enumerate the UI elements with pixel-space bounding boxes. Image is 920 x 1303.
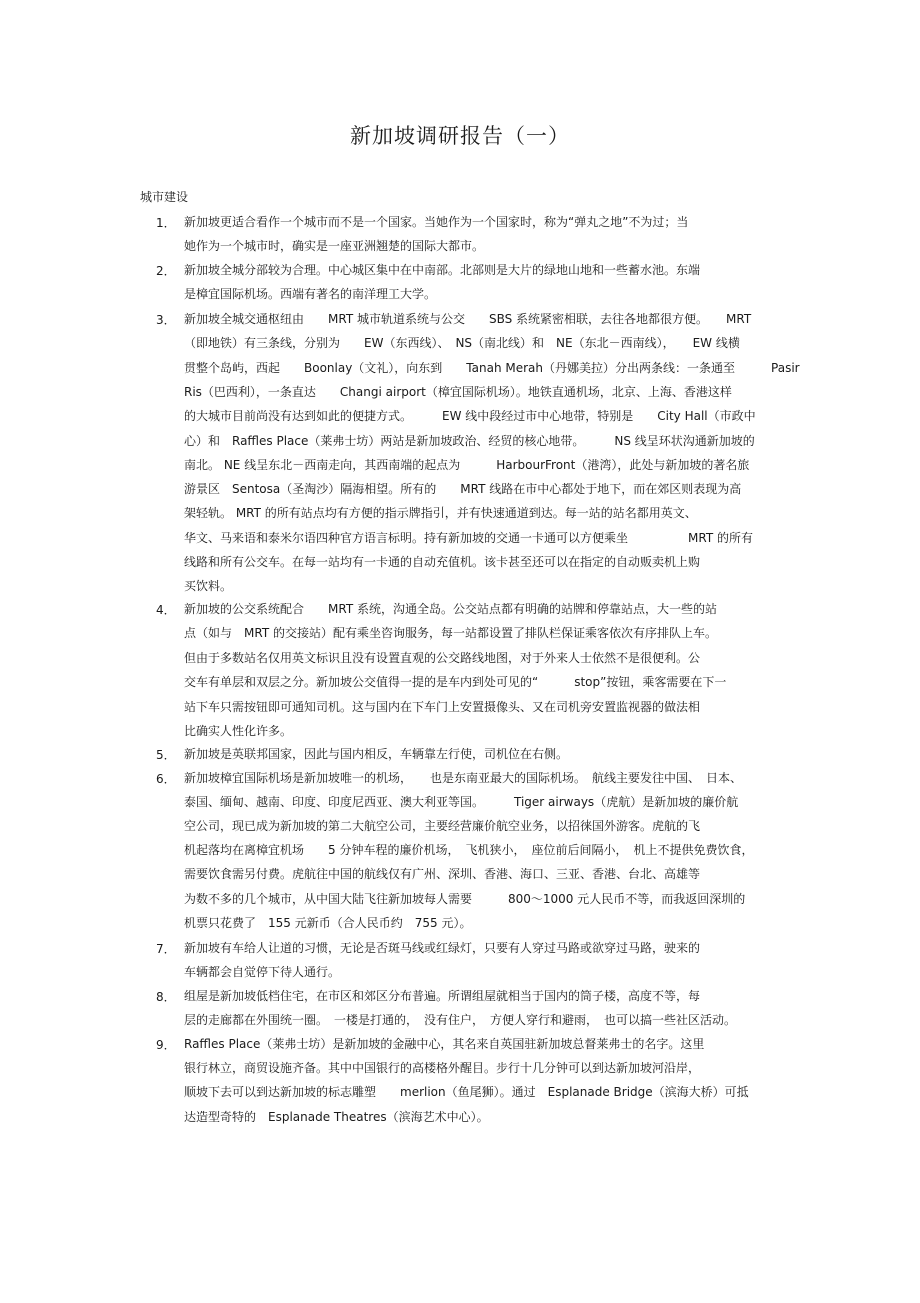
- item-text-line: 是樟宜国际机场。西端有著名的南洋理工大学。: [184, 286, 437, 301]
- item-text-line: 的大城市目前尚没有达到如此的便捷方式。 EW 线中段经过市中心地带，特别是 City Hall（市政中: [184, 409, 756, 424]
- item-text-line: Ris（巴西利），一条直达 Changi airport（樟宜国际机场）。地铁直通机场，北京、上海、香港这样: [184, 384, 732, 399]
- item-text-line: 新加坡是英联邦国家，因此与国内相反，车辆靠左行使，司机位在右侧。: [184, 747, 569, 761]
- item-number: 3．: [156, 313, 176, 327]
- item-text-line: 新加坡有车给人让道的习惯，无论是否斑马线或红绿灯，只要有人穿过马路或欲穿过马路，驶来的: [184, 941, 701, 955]
- item-text-line: 线路和所有公交车。在每一站均有一卡通的自动充值机。该卡甚至还可以在指定的自动贩卖机上购: [184, 555, 701, 569]
- item-text-line: 层的走廊都在外围统一圈。 一楼是打通的， 没有住户， 方便人穿行和避雨， 也可以搞一些社区活动。: [184, 1012, 737, 1027]
- item-text-line: 顺坡下去可以到达新加坡的标志雕塑 merlion（鱼尾狮）。通过 Esplanade Bridge（滨海大桥）可抵: [184, 1085, 749, 1100]
- item-text-line: 新加坡全城交通枢纽由 MRT 城市轨道系统与公交 SBS 系统紧密相联，去往各地都很方便。 MRT: [184, 312, 752, 326]
- item-text-line: 但由于多数站名仅用英文标识且没有设置直观的公交路线地图，对于外来人士依然不是很便利。公: [184, 650, 701, 665]
- item-text-line: 华文、马来语和泰米尔语四种官方语言标明。持有新加坡的交通一卡通可以方便乘坐 MRT 的所有: [184, 530, 753, 545]
- item-text-line: 心）和 Raffles Place（莱弗士坊）两站是新加坡政治、经贸的核心地带。 NS 线呈环状沟通新加坡的: [184, 433, 755, 448]
- item-number: 7．: [156, 942, 176, 956]
- item-text-line: Raffles Place（莱弗士坊）是新加坡的金融中心，其名来自英国驻新加坡总督莱弗士的名字。这里: [184, 1037, 705, 1051]
- item-text-line: 泰国、缅甸、越南、印度、印度尼西亚、澳大利亚等国。 Tiger airways（虎航）是新加坡的廉价航: [184, 795, 739, 810]
- item-number: 5．: [156, 748, 176, 762]
- item-text-line: 新加坡的公交系统配合 MRT 系统，沟通全岛。公交站点都有明确的站牌和停靠站点，大一些的站: [184, 602, 717, 616]
- item-text-line: （即地铁）有三条线，分别为 EW（东西线）、 NS（南北线）和 NE（东北－西南线）， EW 线横: [184, 336, 740, 351]
- item-text-line: 她作为一个城市时，确实是一座亚洲翘楚的国际大都市。: [184, 238, 485, 253]
- item-number: 2．: [156, 264, 176, 278]
- item-text-line: 站下车只需按钮即可通知司机。这与国内在下车门上安置摄像头、又在司机旁安置监视器的做法相: [184, 699, 701, 714]
- item-text-line: 新加坡樟宜国际机场是新加坡唯一的机场， 也是东南亚最大的国际机场。 航线主要发往中国、 日本、: [184, 771, 743, 785]
- item-text-line: 贯整个岛屿，西起 Boonlay（文礼），向东到 Tanah Merah（丹娜美拉）分出两条线：一条通至 Pasir: [184, 360, 800, 375]
- item-text-line: 机票只花费了 155 元新币（合人民币约 755 元）。: [184, 915, 472, 930]
- item-text-line: 游景区 Sentosa（圣淘沙）隔海相望。所有的 MRT 线路在市中心都处于地下，而在郊区则表现为高: [184, 482, 742, 497]
- item-number: 1．: [156, 216, 176, 230]
- item-number: 4．: [156, 603, 176, 617]
- item-text-line: 达造型奇特的 Esplanade Theatres（滨海艺术中心）。: [184, 1109, 489, 1124]
- item-number: 9．: [156, 1038, 176, 1052]
- page-title: 新加坡调研报告（一）: [350, 124, 570, 148]
- item-text-line: 买饮料。: [184, 579, 233, 594]
- item-text-line: 空公司，现已成为新加坡的第二大航空公司，主要经营廉价航空业务，以招徕国外游客。虎航的飞: [184, 819, 701, 834]
- item-text-line: 为数不多的几个城市，从中国大陆飞往新加坡每人需要 800～1000 元人民币不等，而我返回深圳的: [184, 891, 746, 906]
- item-text-line: 银行林立，商贸设施齐备。其中中国银行的高楼格外醒目。步行十几分钟可以到达新加坡河沿岸，: [184, 1061, 701, 1076]
- section-heading: 城市建设: [140, 190, 189, 204]
- item-text-line: 交车有单层和双层之分。新加坡公交值得一提的是车内到处可见的“ stop”按钮，乘客需要在下一: [184, 675, 727, 690]
- item-text-line: 新加坡全城分部较为合理。中心城区集中在中南部。北部则是大片的绿地山地和一些蓄水池。东端: [184, 263, 701, 277]
- item-number: 8．: [156, 990, 176, 1004]
- item-text-line: 点（如与 MRT 的交接站）配有乘坐咨询服务，每一站都设置了排队栏保证乘客依次有序排队上车。: [184, 626, 717, 641]
- item-text-line: 南北。 NE 线呈东北－西南走向，其西南端的起点为 HarbourFront（港湾），此处与新加坡的著名旅: [184, 457, 750, 472]
- item-text-line: 新加坡更适合看作一个城市而不是一个国家。当她作为一个国家时，称为“弹丸之地”不为过；当: [184, 215, 689, 229]
- item-text-line: 比确实人性化许多。: [184, 724, 293, 738]
- item-text-line: 组屋是新加坡低档住宅，在市区和郊区分布普遍。所谓组屋就相当于国内的筒子楼，高度不等，每: [184, 989, 701, 1003]
- item-text-line: 机起落均在离樟宜机场 5 分钟车程的廉价机场， 飞机狭小， 座位前后间隔小， 机上不提供免费饮食，: [184, 843, 754, 858]
- item-text-line: 需要饮食需另付费。虎航往中国的航线仅有广州、深圳、香港、海口、三亚、香港、台北、高雄等: [184, 867, 701, 882]
- item-text-line: 车辆都会自觉停下待人通行。: [184, 964, 341, 979]
- item-text-line: 架轻轨。 MRT 的所有站点均有方便的指示牌指引，并有快速通道到达。每一站的站名都用英文、: [184, 506, 697, 521]
- item-number: 6．: [156, 772, 176, 786]
